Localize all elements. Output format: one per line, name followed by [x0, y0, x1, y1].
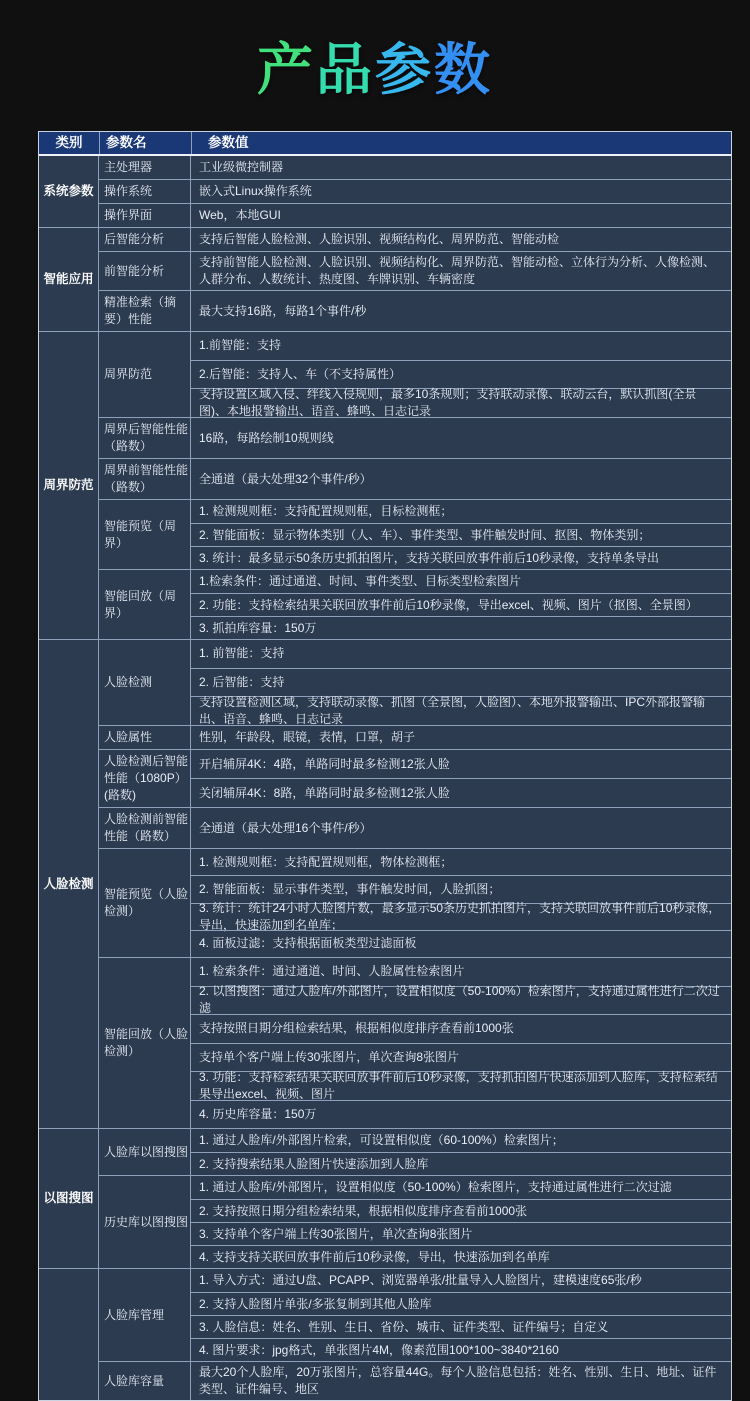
title-char: 参: [375, 37, 434, 101]
param-value-cell: 4. 支持支持关联回放事件前后10秒录像，导出，快速添加到名单库: [191, 1245, 731, 1268]
param-name-cell: 人脸库容量: [99, 1362, 191, 1400]
page-title: [257, 37, 493, 101]
param-row: [99, 848, 731, 957]
category-group: [39, 639, 731, 1128]
param-value-cell: 开启辅屏4K：4路，单路同时最多检测12张人脸: [199, 756, 450, 771]
param-value-cell: 4. 历史库容量：150万: [191, 1100, 731, 1129]
page-header: [0, 0, 750, 131]
param-value-cell: 2. 智能面板：显示物体类别（人、车）、事件类型、事件触发时间、抠图、物体类别；: [191, 523, 731, 546]
param-value-cell: 工业级微控制器: [199, 160, 284, 174]
param-name-cell: 前智能分析: [99, 252, 191, 290]
param-value-cell: 3. 支持单个客户端上传30张图片，单次查询8张图片: [191, 1222, 731, 1245]
param-value-cell: 1. 检索条件：通过通道、时间、人脸属性检索图片: [199, 964, 465, 979]
param-row: [99, 1175, 731, 1268]
param-row: [99, 332, 731, 417]
param-name-cell: 人脸检测: [99, 640, 191, 725]
param-name-cell: 精准检索（摘要）性能: [99, 291, 191, 331]
param-row: [99, 251, 731, 290]
value-list: [191, 228, 731, 251]
param-value-cell: 全通道（最大处理32个事件/秒）: [199, 471, 372, 486]
category-group: [39, 331, 731, 639]
value-list: [191, 252, 731, 290]
param-value-cell: 全通道（最大处理16个事件/秒）: [199, 820, 372, 835]
category-cell: 以图搜图: [39, 1129, 99, 1268]
param-name-cell: 主处理器: [99, 156, 191, 179]
value-list: [191, 958, 731, 1128]
param-row: [99, 179, 731, 203]
param-name-cell: 后智能分析: [99, 228, 191, 251]
value-list: [191, 726, 731, 749]
param-value-cell: 最大支持16路，每路1个事件/秒: [199, 303, 367, 318]
param-value-cell: 2.后智能：支持人、车（不支持属性）: [191, 360, 731, 389]
param-row: [99, 156, 731, 179]
param-list: [99, 1269, 731, 1400]
param-value-cell: 1. 检测规则框：支持配置规则框，目标检测框；: [199, 504, 453, 518]
category-cell: 人脸检测: [39, 640, 99, 1128]
param-row: [99, 290, 731, 331]
value-list: [191, 1269, 731, 1361]
category-group: [39, 1128, 731, 1268]
param-value-cell: 支持前智能人脸检测、人脸识别、视频结构化、周界防范、智能动检、立体行为分析、人像检测、人群分布、人数统计、热度图、车牌识别、车辆密度: [199, 255, 716, 286]
param-value-cell: 1.检索条件：通过通道、时间、事件类型、目标类型检索图片: [199, 574, 522, 588]
param-value-cell: 支持设置检测区域，支持联动录像、抓图（全景图，人脸图）、本地外报警输出、IPC外部报警输出、语音、蜂鸣、日志记录: [191, 696, 731, 725]
value-list: [191, 332, 731, 417]
param-value-cell: 2. 支持搜索结果人脸图片快速添加到人脸库: [191, 1152, 731, 1175]
value-list: [191, 1129, 731, 1175]
param-list: [99, 640, 731, 1128]
param-value-cell: 3. 抓拍库容量：150万: [191, 616, 731, 639]
value-list: [191, 570, 731, 639]
header-category: 类别: [55, 135, 83, 150]
param-value-cell: 支持单个客户端上传30张图片，单次查询8张图片: [191, 1043, 731, 1072]
param-row: [99, 1129, 731, 1175]
param-name-cell: 历史库以图搜图: [99, 1176, 191, 1268]
param-name-cell: 人脸检测后智能性能（1080P）(路数): [99, 750, 191, 807]
value-list: [191, 849, 731, 957]
param-row: [99, 749, 731, 807]
value-list: [191, 750, 731, 807]
header-param-value: 参数值: [191, 132, 731, 154]
param-name-cell: 周界前智能性能（路数）: [99, 459, 191, 499]
param-row: [99, 725, 731, 749]
category-cell: 智能应用: [39, 228, 99, 331]
param-value-cell: 16路，每路绘制10规则线: [199, 430, 334, 445]
param-value-cell: 1. 导入方式：通过U盘、PCAPP、浏览器单张/批量导入人脸图片，建模速度65张/秒: [199, 1273, 642, 1287]
value-list: [191, 180, 731, 203]
param-name-cell: 操作系统: [99, 180, 191, 203]
param-value-cell: 2. 后智能：支持: [191, 668, 731, 697]
param-name-cell: 智能回放（周界）: [99, 570, 191, 639]
param-value-cell: Web，本地GUI: [199, 208, 281, 222]
param-name-cell: 人脸库管理: [99, 1269, 191, 1361]
param-row: [99, 807, 731, 848]
value-list: [191, 500, 731, 569]
param-row: [99, 640, 731, 725]
param-name-cell: 周界后智能性能（路数）: [99, 418, 191, 458]
category-cell: [39, 1269, 99, 1400]
param-value-cell: 性别，年龄段，眼镜，表情，口罩，胡子: [199, 730, 416, 744]
param-name-cell: 操作界面: [99, 204, 191, 227]
param-row: [99, 569, 731, 639]
param-value-cell: 3. 统计：统计24小时人脸图片数，最多显示50条历史抓拍图片，支持关联回放事件前后10秒录像，导出，快速添加到名单库；: [191, 903, 731, 930]
param-value-cell: 3. 功能：支持检索结果关联回放事件前后10秒录像，支持抓拍图片快速添加到人脸库，支持检索结果导出excel、视频、图片: [191, 1071, 731, 1100]
param-value-cell: 3. 统计：最多显示50条历史抓拍图片，支持关联回放事件前后10秒录像，支持单条导出: [191, 546, 731, 569]
param-value-cell: 2. 支持按照日期分组检索结果，根据相似度排序查看前1000张: [191, 1199, 731, 1222]
param-value-cell: 1.前智能：支持: [199, 338, 282, 353]
param-value-cell: 最大20个人脸库，20万张图片，总容量44G。每个人脸信息包括：姓名、性别、生日、地址、证件类型、证件编号、地区: [199, 1365, 717, 1396]
spec-table: [38, 131, 732, 1401]
param-list: [99, 156, 731, 227]
param-name-cell: 周界防范: [99, 332, 191, 417]
param-row: [99, 957, 731, 1128]
param-name-cell: 人脸检测前智能性能（路数）: [99, 808, 191, 848]
param-value-cell: 2. 支持人脸图片单张/多张复制到其他人脸库: [191, 1292, 731, 1315]
param-value-cell: 2. 智能面板：显示事件类型，事件触发时间，人脸抓图；: [191, 875, 731, 902]
category-group: [39, 1268, 731, 1400]
param-row: [99, 417, 731, 458]
param-value-cell: 1. 通过人脸库/外部图片检索，可设置相似度（60-100%）检索图片；: [199, 1133, 564, 1147]
param-name-cell: 人脸属性: [99, 726, 191, 749]
param-list: [99, 1129, 731, 1268]
param-value-cell: 支持按照日期分组检索结果，根据相似度排序查看前1000张: [191, 1014, 731, 1043]
title-char: 数: [434, 37, 493, 101]
param-name-cell: 智能预览（周界）: [99, 500, 191, 569]
param-row: [99, 203, 731, 227]
param-value-cell: 4. 面板过滤：支持根据面板类型过滤面板: [191, 930, 731, 957]
param-value-cell: 1. 前智能：支持: [199, 646, 285, 661]
param-row: [99, 1269, 731, 1361]
value-list: [191, 459, 731, 499]
title-char: 品: [316, 37, 375, 101]
param-value-cell: 1. 检测规则框：支持配置规则框，物体检测框；: [199, 854, 453, 869]
param-value-cell: 关闭辅屏4K：8路，单路同时最多检测12张人脸: [191, 778, 731, 807]
category-group: [39, 156, 731, 227]
value-list: [191, 156, 731, 179]
param-value-cell: 支持后智能人脸检测、人脸识别、视频结构化、周界防范、智能动检: [199, 232, 560, 246]
param-name-cell: 人脸库以图搜图: [99, 1129, 191, 1175]
header-param-name: 参数名: [99, 132, 191, 154]
param-name-cell: 智能预览（人脸检测）: [99, 849, 191, 957]
param-value-cell: 支持设置区域入侵、绊线入侵规则，最多10条规则；支持联动录像、联动云台，默认抓图(全景图)、本地报警输出、语音、蜂鸣、日志记录: [191, 388, 731, 417]
param-value-cell: 2. 功能：支持检索结果关联回放事件前后10秒录像，导出excel、视频、图片（抠图、全景图）: [191, 593, 731, 616]
table-body: [39, 156, 731, 1400]
category-cell: 周界防范: [39, 332, 99, 639]
param-value-cell: 2. 以图搜图：通过人脸库/外部图片，设置相似度（50-100%）检索图片，支持通过属性进行二次过滤: [191, 986, 731, 1015]
param-row: [99, 499, 731, 569]
param-row: [99, 228, 731, 251]
category-group: [39, 227, 731, 331]
param-name-cell: 智能回放（人脸检测）: [99, 958, 191, 1128]
value-list: [191, 1362, 731, 1400]
param-value-cell: 嵌入式Linux操作系统: [199, 184, 312, 198]
value-list: [191, 808, 731, 848]
param-value-cell: 1. 通过人脸库/外部图片，设置相似度（50-100%）检索图片，支持通过属性进行二次过滤: [199, 1180, 672, 1194]
param-list: [99, 228, 731, 331]
value-list: [191, 1176, 731, 1268]
param-row: [99, 458, 731, 499]
value-list: [191, 640, 731, 725]
value-list: [191, 418, 731, 458]
category-cell: 系统参数: [39, 156, 99, 227]
table-header-row: [39, 132, 731, 156]
title-char: 产: [257, 37, 316, 101]
param-list: [99, 332, 731, 639]
param-row: [99, 1361, 731, 1400]
value-list: [191, 291, 731, 331]
param-value-cell: 3. 人脸信息：姓名、性别、生日、省份、城市、证件类型、证件编号；自定义: [191, 1315, 731, 1338]
value-list: [191, 204, 731, 227]
param-value-cell: 4. 图片要求：jpg格式，单张图片4M，像素范围100*100~3840*2160: [191, 1338, 731, 1361]
